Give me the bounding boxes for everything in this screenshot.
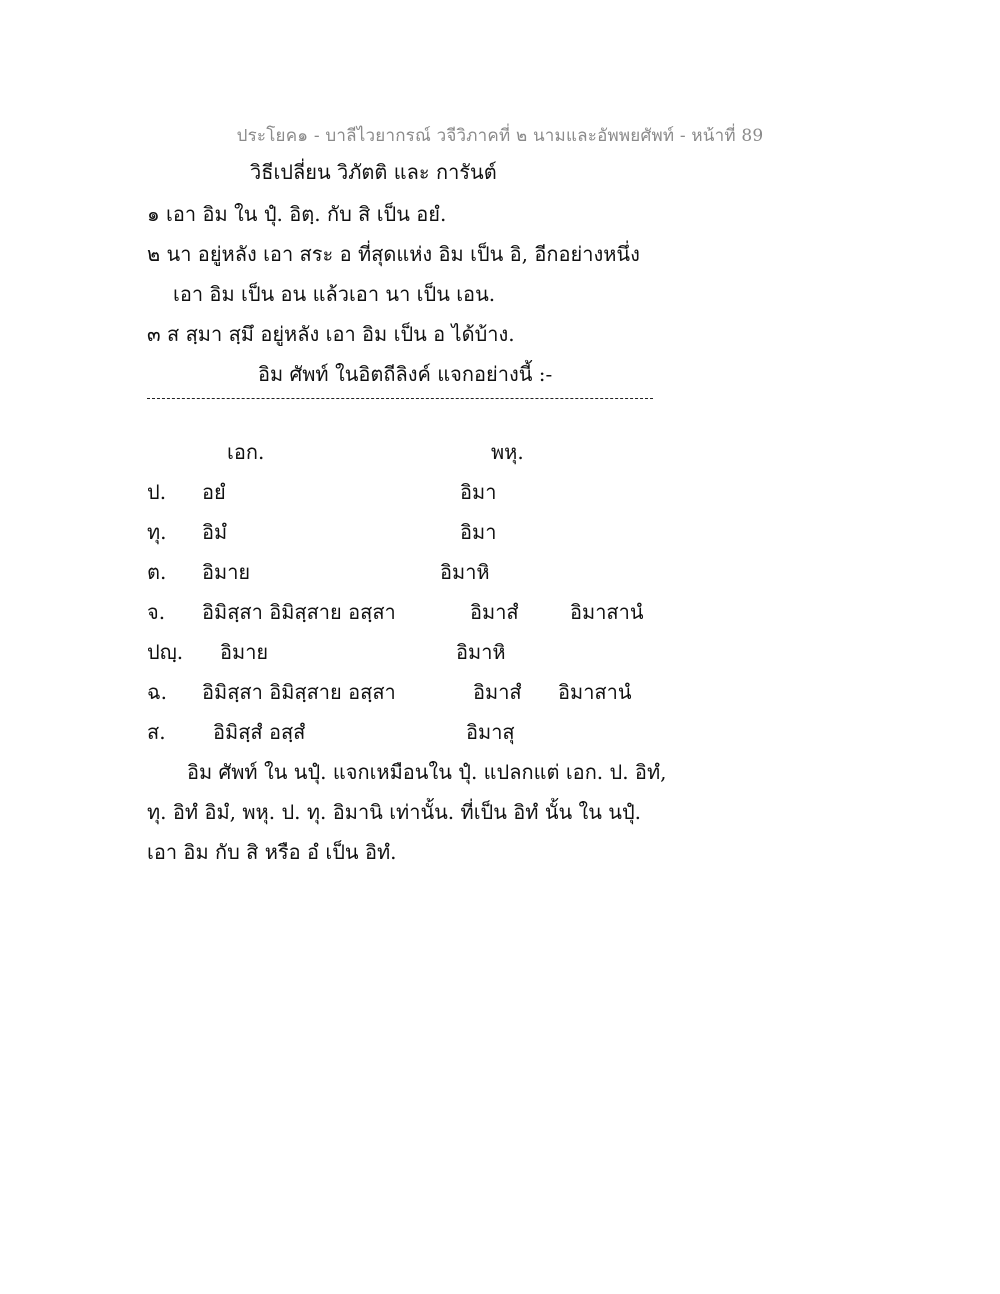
plural-form: อิมาหิ [456, 640, 506, 664]
case-label: ทุ. [147, 520, 167, 544]
rule-2-line-1: ๒ นา อยู่หลัง เอา สระ อ ที่สุดแห่ง อิม เป็น อิ, อีกอย่างหนึ่ง [147, 242, 640, 266]
plural-form: อิมาสํ [473, 680, 522, 704]
singular-form: อิมิสฺสา อิมิสฺสาย อสฺสา [202, 680, 396, 704]
header-singular: เอก. [227, 440, 265, 464]
case-label: ป. [147, 480, 167, 504]
plural-form-alt: อิมาสานํ [558, 680, 632, 704]
declension-title: อิม ศัพท์ ในอิตถีลิงค์ แจกอย่างนี้ :- [258, 362, 553, 386]
case-label: ต. [147, 560, 167, 584]
plural-form: อิมา [460, 480, 497, 504]
page-header: ประโยค๑ - บาลีไวยากรณ์ วจีวิภาคที่ ๒ นามและอัพพยศัพท์ - หน้าที่ 89 [236, 126, 764, 146]
rule-2-line-2: เอา อิม เป็น อน แล้วเอา นา เป็น เอน. [173, 282, 496, 306]
case-label: ปญฺ. [147, 640, 184, 664]
note-line-1: อิม ศัพท์ ใน นปุํ. แจกเหมือนใน ปุํ. แปลกแต่ เอก. ป. อิทํ, [187, 760, 667, 784]
singular-form: อยํ [202, 480, 226, 504]
rule-1: ๑ เอา อิม ใน ปุํ. อิตฺ. กับ สิ เป็น อยํ. [147, 202, 447, 226]
singular-form: อิมิสฺสํ อสฺสํ [213, 720, 306, 744]
rules-title: วิธีเปลี่ยน วิภัตติ และ การันต์ [250, 160, 497, 184]
dashed-divider [147, 398, 653, 399]
case-label: ส. [147, 720, 166, 744]
singular-form: อิมาย [220, 640, 269, 664]
header-plural: พหุ. [491, 440, 524, 464]
plural-form: อิมาสุ [466, 720, 515, 744]
plural-form: อิมาหิ [440, 560, 490, 584]
singular-form: อิมิสฺสา อิมิสฺสาย อสฺสา [202, 600, 396, 624]
singular-form: อิมํ [202, 520, 228, 544]
note-line-3: เอา อิม กับ สิ หรือ อํ เป็น อิทํ. [147, 840, 397, 864]
note-line-2: ทุ. อิทํ อิมํ, พหุ. ป. ทุ. อิมานิ เท่านั้น. ที่เป็น อิทํ นั้น ใน นปุํ. [147, 800, 642, 824]
rule-3: ๓ ส สฺมา สฺมึ อยู่หลัง เอา อิม เป็น อ ได้บ้าง. [147, 322, 515, 346]
plural-form: อิมา [460, 520, 497, 544]
plural-form-alt: อิมาสานํ [570, 600, 644, 624]
plural-form: อิมาสํ [470, 600, 519, 624]
singular-form: อิมาย [202, 560, 251, 584]
case-label: ฉ. [147, 680, 167, 704]
case-label: จ. [147, 600, 166, 624]
